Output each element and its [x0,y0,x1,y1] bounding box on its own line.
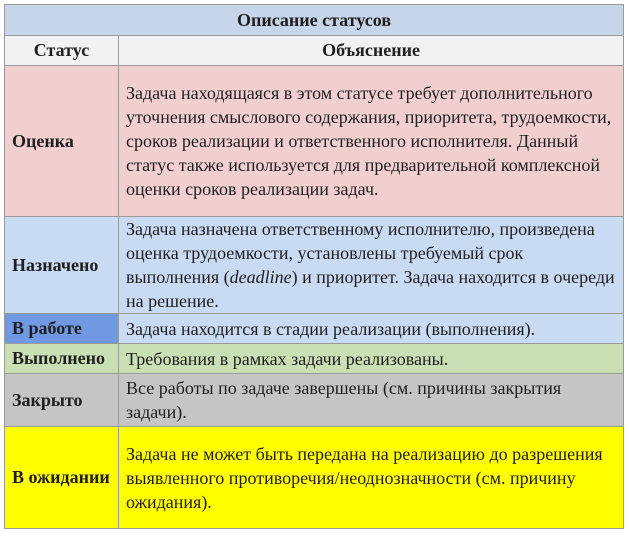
table-title-row [5,5,624,36]
status-explanation-assigned [119,217,624,314]
status-name-waiting: В ожидании [5,427,119,529]
status-explanation-in-progress: Задача находится в стадии реализации (выполнения). [119,314,624,344]
status-name-assigned: Назначено [5,217,119,314]
status-name-closed: Закрыто [5,374,119,427]
table-header-row [5,36,624,66]
table-row-waiting [5,427,624,529]
column-header-status: Статус [5,36,119,66]
status-name-evaluation: Оценка [5,66,119,217]
table-row-in-progress [5,314,624,344]
table-row-closed [5,374,624,427]
status-name-in-progress: В работе [5,314,119,344]
table-row-evaluation [5,66,624,217]
table-row-done [5,344,624,374]
table-title: Описание статусов [5,5,624,36]
status-explanation-evaluation: Задача находящаяся в этом статусе требует дополнительного уточнения смыслового содержания, приоритета, трудоемкости, сроков реализации и ответственного исполнителя. Данный статус также используется для предварительной комплексной оценки сроков реализации задач. [119,66,624,217]
explanation-text-before-deadline: Задача назначена ответственному исполнителю, произведена оценка трудоемкости, установлены требуемый срок выполнения ( [126,219,595,287]
explanation-text-after-deadline: ) и приоритет. Задача находится в очереди на решение. [126,267,615,311]
status-explanation-done: Требования в рамках задачи реализованы. [119,344,624,374]
table-row-assigned [5,217,624,314]
status-name-done: Выполнено [5,344,119,374]
status-description-table [4,4,624,529]
status-explanation-closed: Все работы по задаче завершены (см. причины закрытия задачи). [119,374,624,427]
deadline-term: deadline [229,267,292,287]
column-header-explanation: Объяснение [119,36,624,66]
status-explanation-waiting: Задача не может быть передана на реализацию до разрешения выявленного противоречия/неоднозначности (см. причину ожидания). [119,427,624,529]
